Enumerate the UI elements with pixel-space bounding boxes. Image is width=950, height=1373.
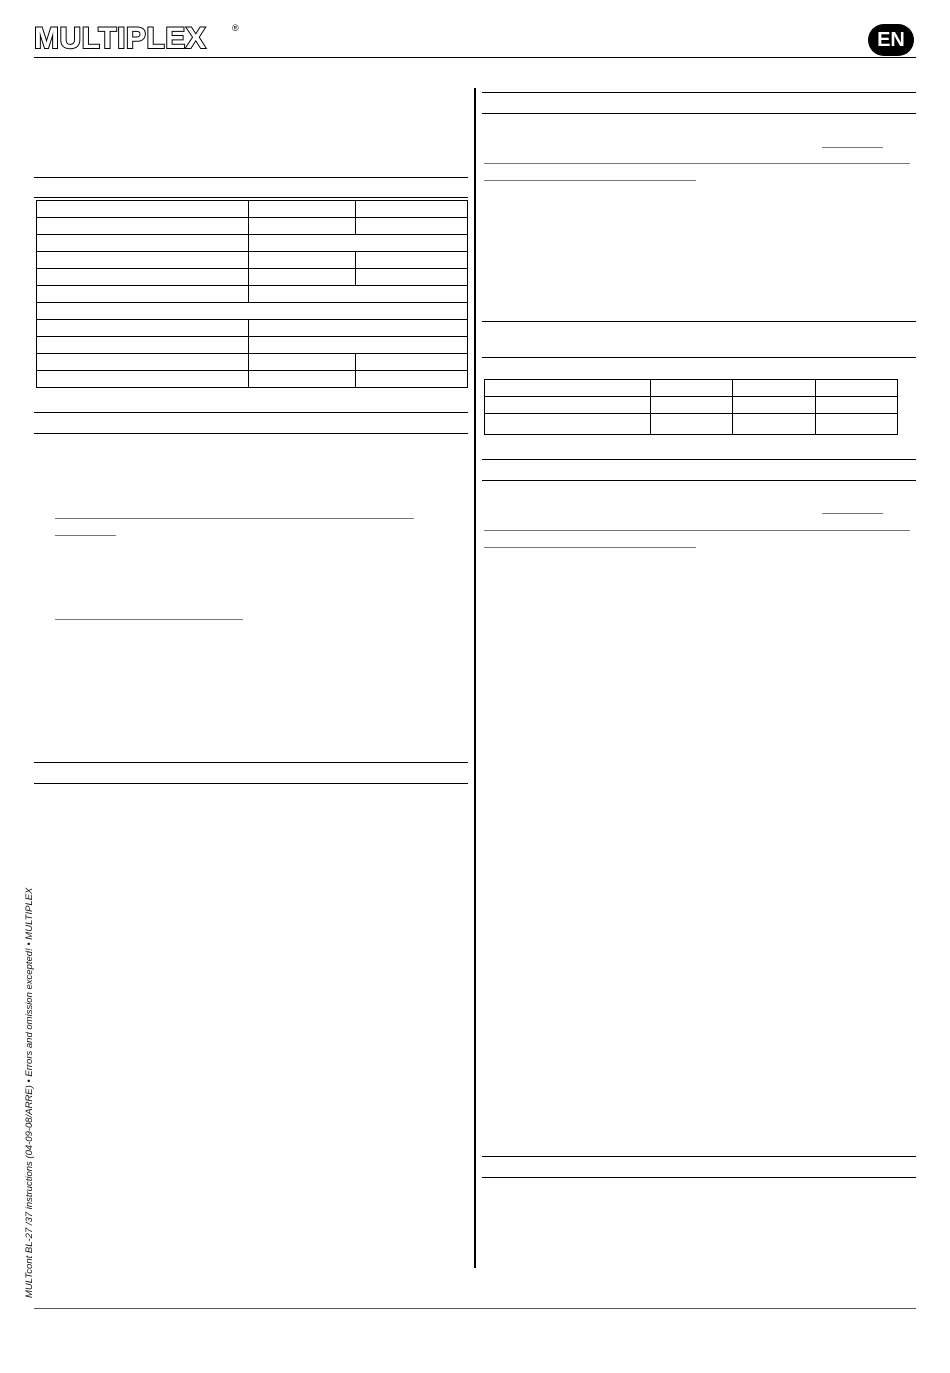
section-rule bbox=[34, 433, 468, 434]
section-rule bbox=[482, 1177, 916, 1178]
table-row bbox=[37, 269, 468, 286]
underline bbox=[484, 530, 910, 531]
table-row bbox=[37, 235, 468, 252]
table-row bbox=[37, 252, 468, 269]
table-row bbox=[37, 303, 468, 320]
section-rule bbox=[482, 113, 916, 114]
underline bbox=[55, 619, 243, 620]
brand-name: MULTIPLEX bbox=[34, 22, 207, 55]
table-row bbox=[485, 414, 898, 435]
underline bbox=[822, 147, 883, 148]
underline bbox=[484, 547, 696, 548]
section-rule bbox=[482, 92, 916, 93]
table-row bbox=[37, 218, 468, 235]
underline bbox=[822, 513, 883, 514]
section-rule bbox=[482, 357, 916, 358]
specifications-table bbox=[36, 200, 468, 388]
section-rule bbox=[482, 1156, 916, 1157]
column-divider bbox=[474, 88, 476, 1268]
section-rule bbox=[34, 783, 468, 784]
section-rule bbox=[34, 177, 468, 178]
section-rule bbox=[482, 321, 916, 322]
footer-rule bbox=[34, 1308, 916, 1309]
table-row bbox=[485, 397, 898, 414]
multiplex-logo bbox=[34, 24, 239, 54]
language-badge: EN bbox=[868, 24, 914, 56]
section-rule bbox=[34, 762, 468, 763]
underline bbox=[55, 535, 116, 536]
table-row bbox=[37, 286, 468, 303]
header-rule bbox=[34, 57, 916, 58]
underline bbox=[484, 180, 696, 181]
table-row bbox=[37, 354, 468, 371]
vertical-footer-note: MULTcont BL-27 /37 instructions (04-09-08/ARRE) • Errors and omission excepted! • MULTIPLEX bbox=[24, 887, 35, 1298]
settings-table bbox=[484, 379, 898, 435]
table-row bbox=[37, 337, 468, 354]
underline bbox=[55, 518, 414, 519]
table-row bbox=[485, 380, 898, 397]
table-row bbox=[37, 371, 468, 388]
section-rule bbox=[482, 459, 916, 460]
section-rule bbox=[482, 480, 916, 481]
section-rule bbox=[34, 197, 468, 198]
underline bbox=[484, 163, 910, 164]
registered-mark: ® bbox=[232, 23, 239, 33]
section-rule bbox=[34, 412, 468, 413]
table-row bbox=[37, 201, 468, 218]
table-row bbox=[37, 320, 468, 337]
